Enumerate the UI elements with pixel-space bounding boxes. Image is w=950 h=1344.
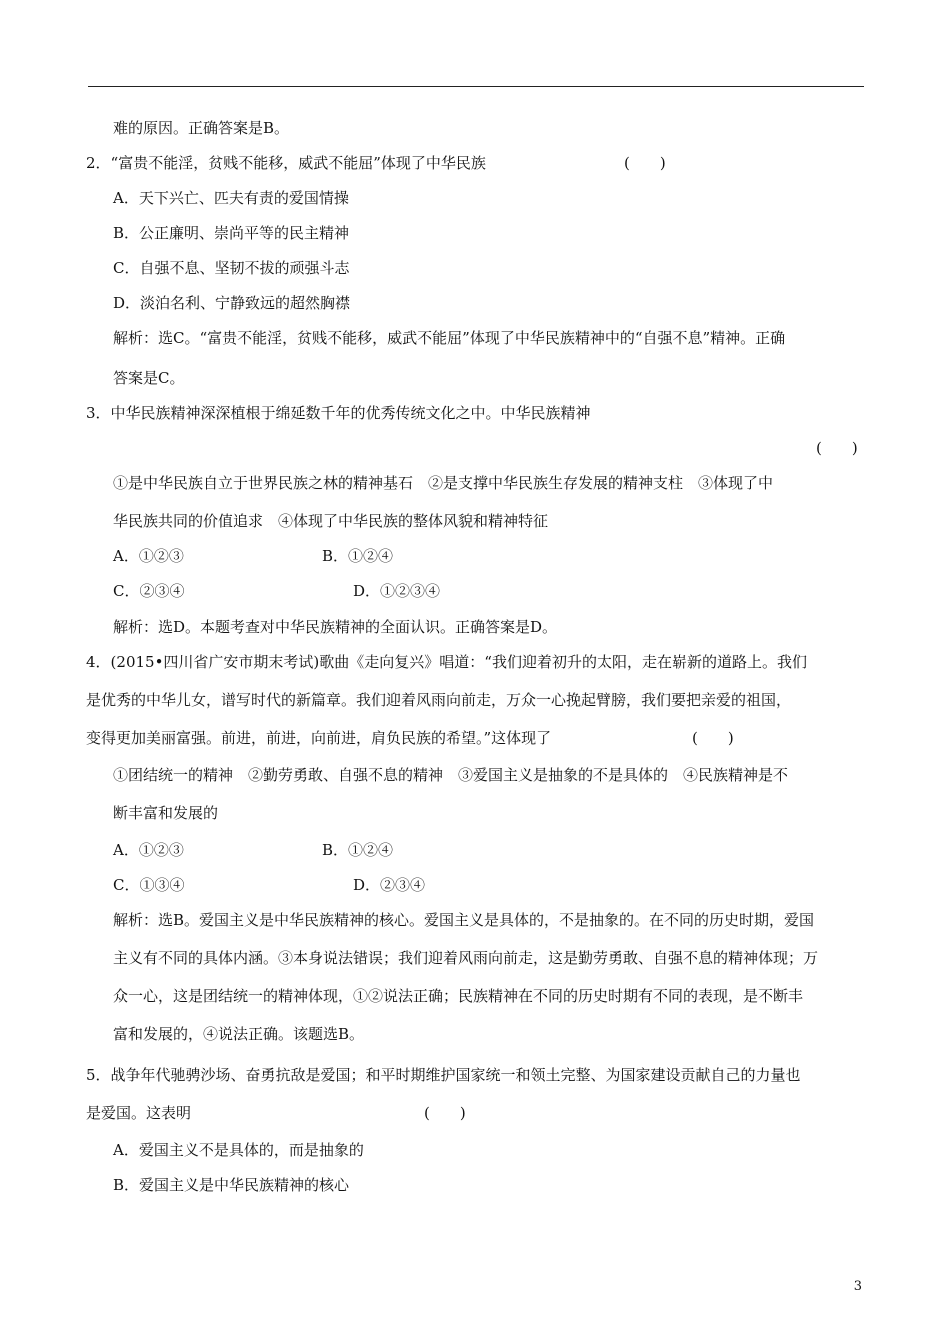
statements: ①是中华民族自立于世界民族之林的精神基石 ②是支撑中华民族生存发展的精神支柱 ③体现了中 — [113, 474, 774, 492]
statements: 断丰富和发展的 — [113, 804, 219, 822]
question-4: 是优秀的中华儿女，谱写时代的新篇章。我们迎着风雨向前走，万众一心挽起臂膀，我们要把亲爱的祖国， — [86, 691, 792, 709]
explanation: 解析：选B。爱国主义是中华民族精神的核心。爱国主义是具体的，不是抽象的。在不同的历史时期，爱国 — [113, 911, 815, 929]
statements: ①团结统一的精神 ②勤劳勇敢、自强不息的精神 ③爱国主义是抽象的不是具体的 ④民族精神是不 — [113, 766, 789, 784]
explanation: 解析：选C。“富贵不能淫，贫贱不能移，威武不能屈”体现了中华民族精神中的“自强不息”精神。正确 — [113, 329, 786, 347]
option-b: B．公正廉明、崇尚平等的民主精神 — [113, 224, 350, 242]
option-b: B．①②④ — [322, 841, 394, 859]
answer-blank: ( ) — [424, 1104, 466, 1122]
option-c: C．②③④ — [113, 582, 185, 600]
answer-blank: ( ) — [816, 439, 858, 457]
option-b: B．爱国主义是中华民族精神的核心 — [113, 1176, 350, 1194]
question-2: 2．“富贵不能淫，贫贱不能移，威武不能屈”体现了中华民族 — [86, 154, 486, 172]
question-5: 5．战争年代驰骋沙场、奋勇抗敌是爱国；和平时期维护国家统一和领土完整、为国家建设贡献自己的力量也 — [86, 1066, 801, 1084]
option-d: D．②③④ — [353, 876, 426, 894]
header-rule — [88, 86, 864, 87]
explanation: 解析：选D。本题考查对中华民族精神的全面认识。正确答案是D。 — [113, 618, 558, 636]
option-d: D．淡泊名利、宁静致远的超然胸襟 — [113, 294, 351, 312]
answer-blank: ( ) — [624, 154, 666, 172]
explanation: 答案是C。 — [113, 369, 185, 387]
text-line: 难的原因。正确答案是B。 — [113, 119, 290, 137]
option-b: B．①②④ — [322, 547, 394, 565]
option-a: A．爱国主义不是具体的，而是抽象的 — [113, 1141, 364, 1159]
question-4: 变得更加美丽富强。前进，前进，向前进，肩负民族的希望。”这体现了 — [86, 729, 552, 747]
question-4: 4．(2015•四川省广安市期末考试)歌曲《走向复兴》唱道：“我们迎着初升的太阳，走在崭新的道路上。我们 — [86, 653, 807, 671]
question-5: 是爱国。这表明 — [86, 1104, 192, 1122]
option-a: A．①②③ — [113, 841, 184, 859]
question-3: 3．中华民族精神深深植根于绵延数千年的优秀传统文化之中。中华民族精神 — [86, 404, 591, 422]
explanation: 众一心，这是团结统一的精神体现，①②说法正确；民族精神在不同的历史时期有不同的表现，是不断丰 — [113, 987, 804, 1005]
answer-blank: ( ) — [692, 729, 734, 747]
option-a: A．①②③ — [113, 547, 184, 565]
option-c: C．①③④ — [113, 876, 185, 894]
option-c: C．自强不息、坚韧不拔的顽强斗志 — [113, 259, 350, 277]
page-number: 3 — [853, 1279, 862, 1294]
explanation: 富和发展的，④说法正确。该题选B。 — [113, 1025, 365, 1043]
option-a: A．天下兴亡、匹夫有责的爱国情操 — [113, 189, 349, 207]
statements: 华民族共同的价值追求 ④体现了中华民族的整体风貌和精神特征 — [113, 512, 549, 530]
explanation: 主义有不同的具体内涵。③本身说法错误；我们迎着风雨向前走，这是勤劳勇敢、自强不息的精神体现；万 — [113, 949, 819, 967]
option-d: D．①②③④ — [353, 582, 441, 600]
